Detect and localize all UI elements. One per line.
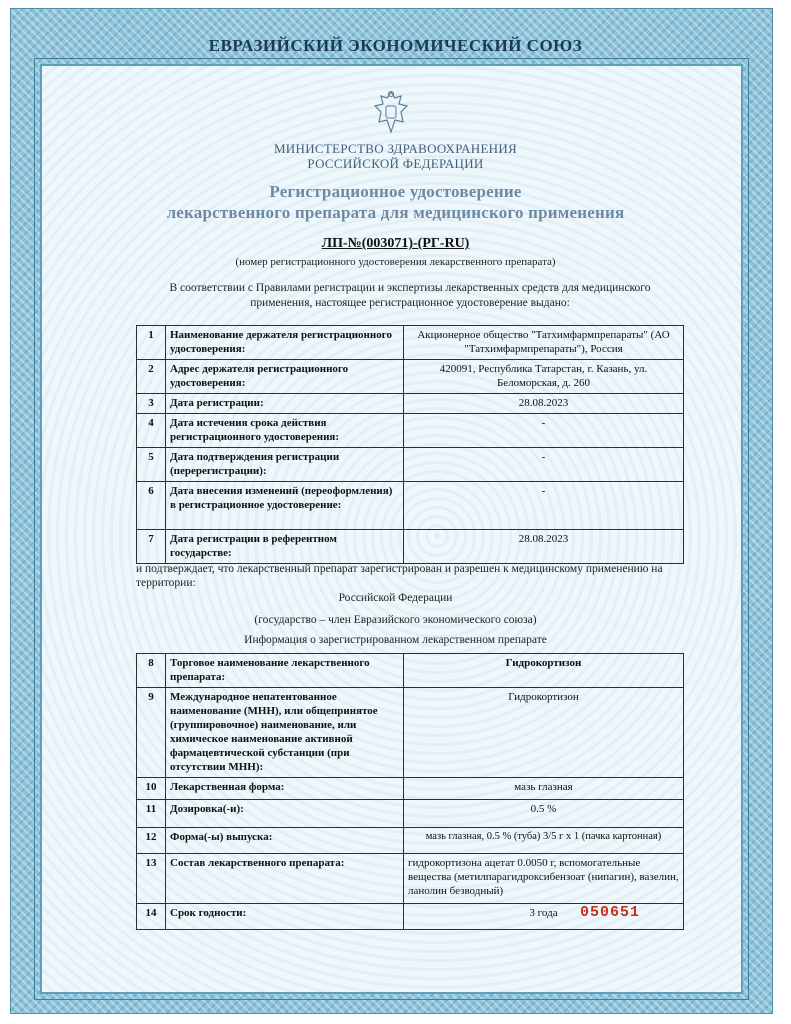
row-value: 0.5 % [404, 800, 684, 828]
ministry-line-1: МИНИСТЕРСТВО ЗДРАВООХРАНЕНИЯ [273, 141, 518, 156]
row-label: Дата внесения изменений (переоформления) в регистрационное удостоверение: [166, 482, 404, 530]
table-row [137, 394, 684, 414]
row-label: Срок годности: [166, 904, 404, 930]
row-number: 13 [137, 854, 166, 904]
certificate-title-line-2: лекарственного препарата для медицинского применения [166, 203, 625, 222]
row-value: 28.08.2023 [404, 530, 684, 564]
row-number: 8 [137, 654, 166, 688]
row-value: мазь глазная, 0.5 % (туба) 3/5 г x 1 (пачка картонная) [404, 828, 684, 854]
table-row [137, 530, 684, 564]
row-label: Состав лекарственного препарата: [166, 854, 404, 904]
row-number: 6 [137, 482, 166, 530]
row-label: Форма(-ы) выпуска: [166, 828, 404, 854]
table-row [137, 828, 684, 854]
row-value: 3 года [404, 904, 684, 930]
row-number: 3 [137, 394, 166, 414]
form-serial-number: 050651 [580, 904, 641, 921]
union-title: ЕВРАЗИЙСКИЙ ЭКОНОМИЧЕСКИЙ СОЮЗ [208, 36, 583, 55]
coat-of-arms-icon [369, 88, 413, 138]
table-row [137, 688, 684, 778]
row-label: Наименование держателя регистрационного удостоверения: [166, 326, 404, 360]
row-label: Международное непатентованное наименование (МНН), или общепринятое (группировочное) наименование, или химическое наименование активной фармацевтической субстанции (при отсутствии МНН): [166, 688, 404, 778]
row-value: Гидрокортизон [404, 688, 684, 778]
row-number: 11 [137, 800, 166, 828]
certificate-title-line-1: Регистрационное удостоверение [269, 182, 522, 201]
row-number: 12 [137, 828, 166, 854]
country-caption: (государство – член Евразийского экономического союза) [254, 614, 537, 626]
row-number: 1 [137, 326, 166, 360]
row-value: 420091, Республика Татарстан, г. Казань, ул. Беломорская, д. 260 [404, 360, 684, 394]
row-number: 14 [137, 904, 166, 930]
row-value: Гидрокортизон [404, 654, 684, 688]
table-row [137, 778, 684, 800]
info-heading: Информация о зарегистрированном лекарственном препарате [244, 634, 547, 646]
table-row [137, 326, 684, 360]
table-row [137, 414, 684, 448]
row-label: Дозировка(-и): [166, 800, 404, 828]
certificate-number: ЛП-№(003071)-(РГ-RU) [321, 236, 470, 251]
confirmation-text: и подтверждает, что лекарственный препарат зарегистрирован и разрешен к медицинскому применению на территории: [136, 563, 663, 589]
row-label: Адрес держателя регистрационного удостоверения: [166, 360, 404, 394]
row-number: 2 [137, 360, 166, 394]
drug-table [136, 653, 684, 930]
row-value: мазь глазная [404, 778, 684, 800]
ministry-line-2: РОССИЙСКОЙ ФЕДЕРАЦИИ [307, 156, 484, 171]
intro-text: В соответствии с Правилами регистрации и экспертизы лекарственных средств для медицинского применения, настоящее регистрационное удостоверение выдано: [169, 282, 651, 309]
row-number: 9 [137, 688, 166, 778]
row-value: гидрокортизона ацетат 0.0050 г, вспомогательные вещества (метилпарагидроксибензоат (нипагин), вазелин, ланолин безводный) [404, 854, 684, 904]
table-row [137, 482, 684, 530]
row-number: 5 [137, 448, 166, 482]
row-number: 4 [137, 414, 166, 448]
country: Российской Федерации [338, 592, 453, 604]
row-label: Дата истечения срока действия регистрационного удостоверения: [166, 414, 404, 448]
row-value: - [404, 448, 684, 482]
row-label: Торговое наименование лекарственного препарата: [166, 654, 404, 688]
row-value: Акционерное общество "Татхимфармпрепараты" (АО "Татхимфармпрепараты"), Россия [404, 326, 684, 360]
table-row [137, 854, 684, 904]
row-value: 28.08.2023 [404, 394, 684, 414]
row-label: Дата подтверждения регистрации (перерегистрации): [166, 448, 404, 482]
certificate-number-caption: (номер регистрационного удостоверения лекарственного препарата) [235, 256, 556, 268]
table-row [137, 800, 684, 828]
row-label: Дата регистрации в референтном государстве: [166, 530, 404, 564]
row-number: 7 [137, 530, 166, 564]
row-number: 10 [137, 778, 166, 800]
row-label: Лекарственная форма: [166, 778, 404, 800]
row-label: Дата регистрации: [166, 394, 404, 414]
table-row [137, 654, 684, 688]
holder-table [136, 325, 684, 564]
row-value: - [404, 482, 684, 530]
table-row [137, 360, 684, 394]
row-value: - [404, 414, 684, 448]
table-row [137, 448, 684, 482]
